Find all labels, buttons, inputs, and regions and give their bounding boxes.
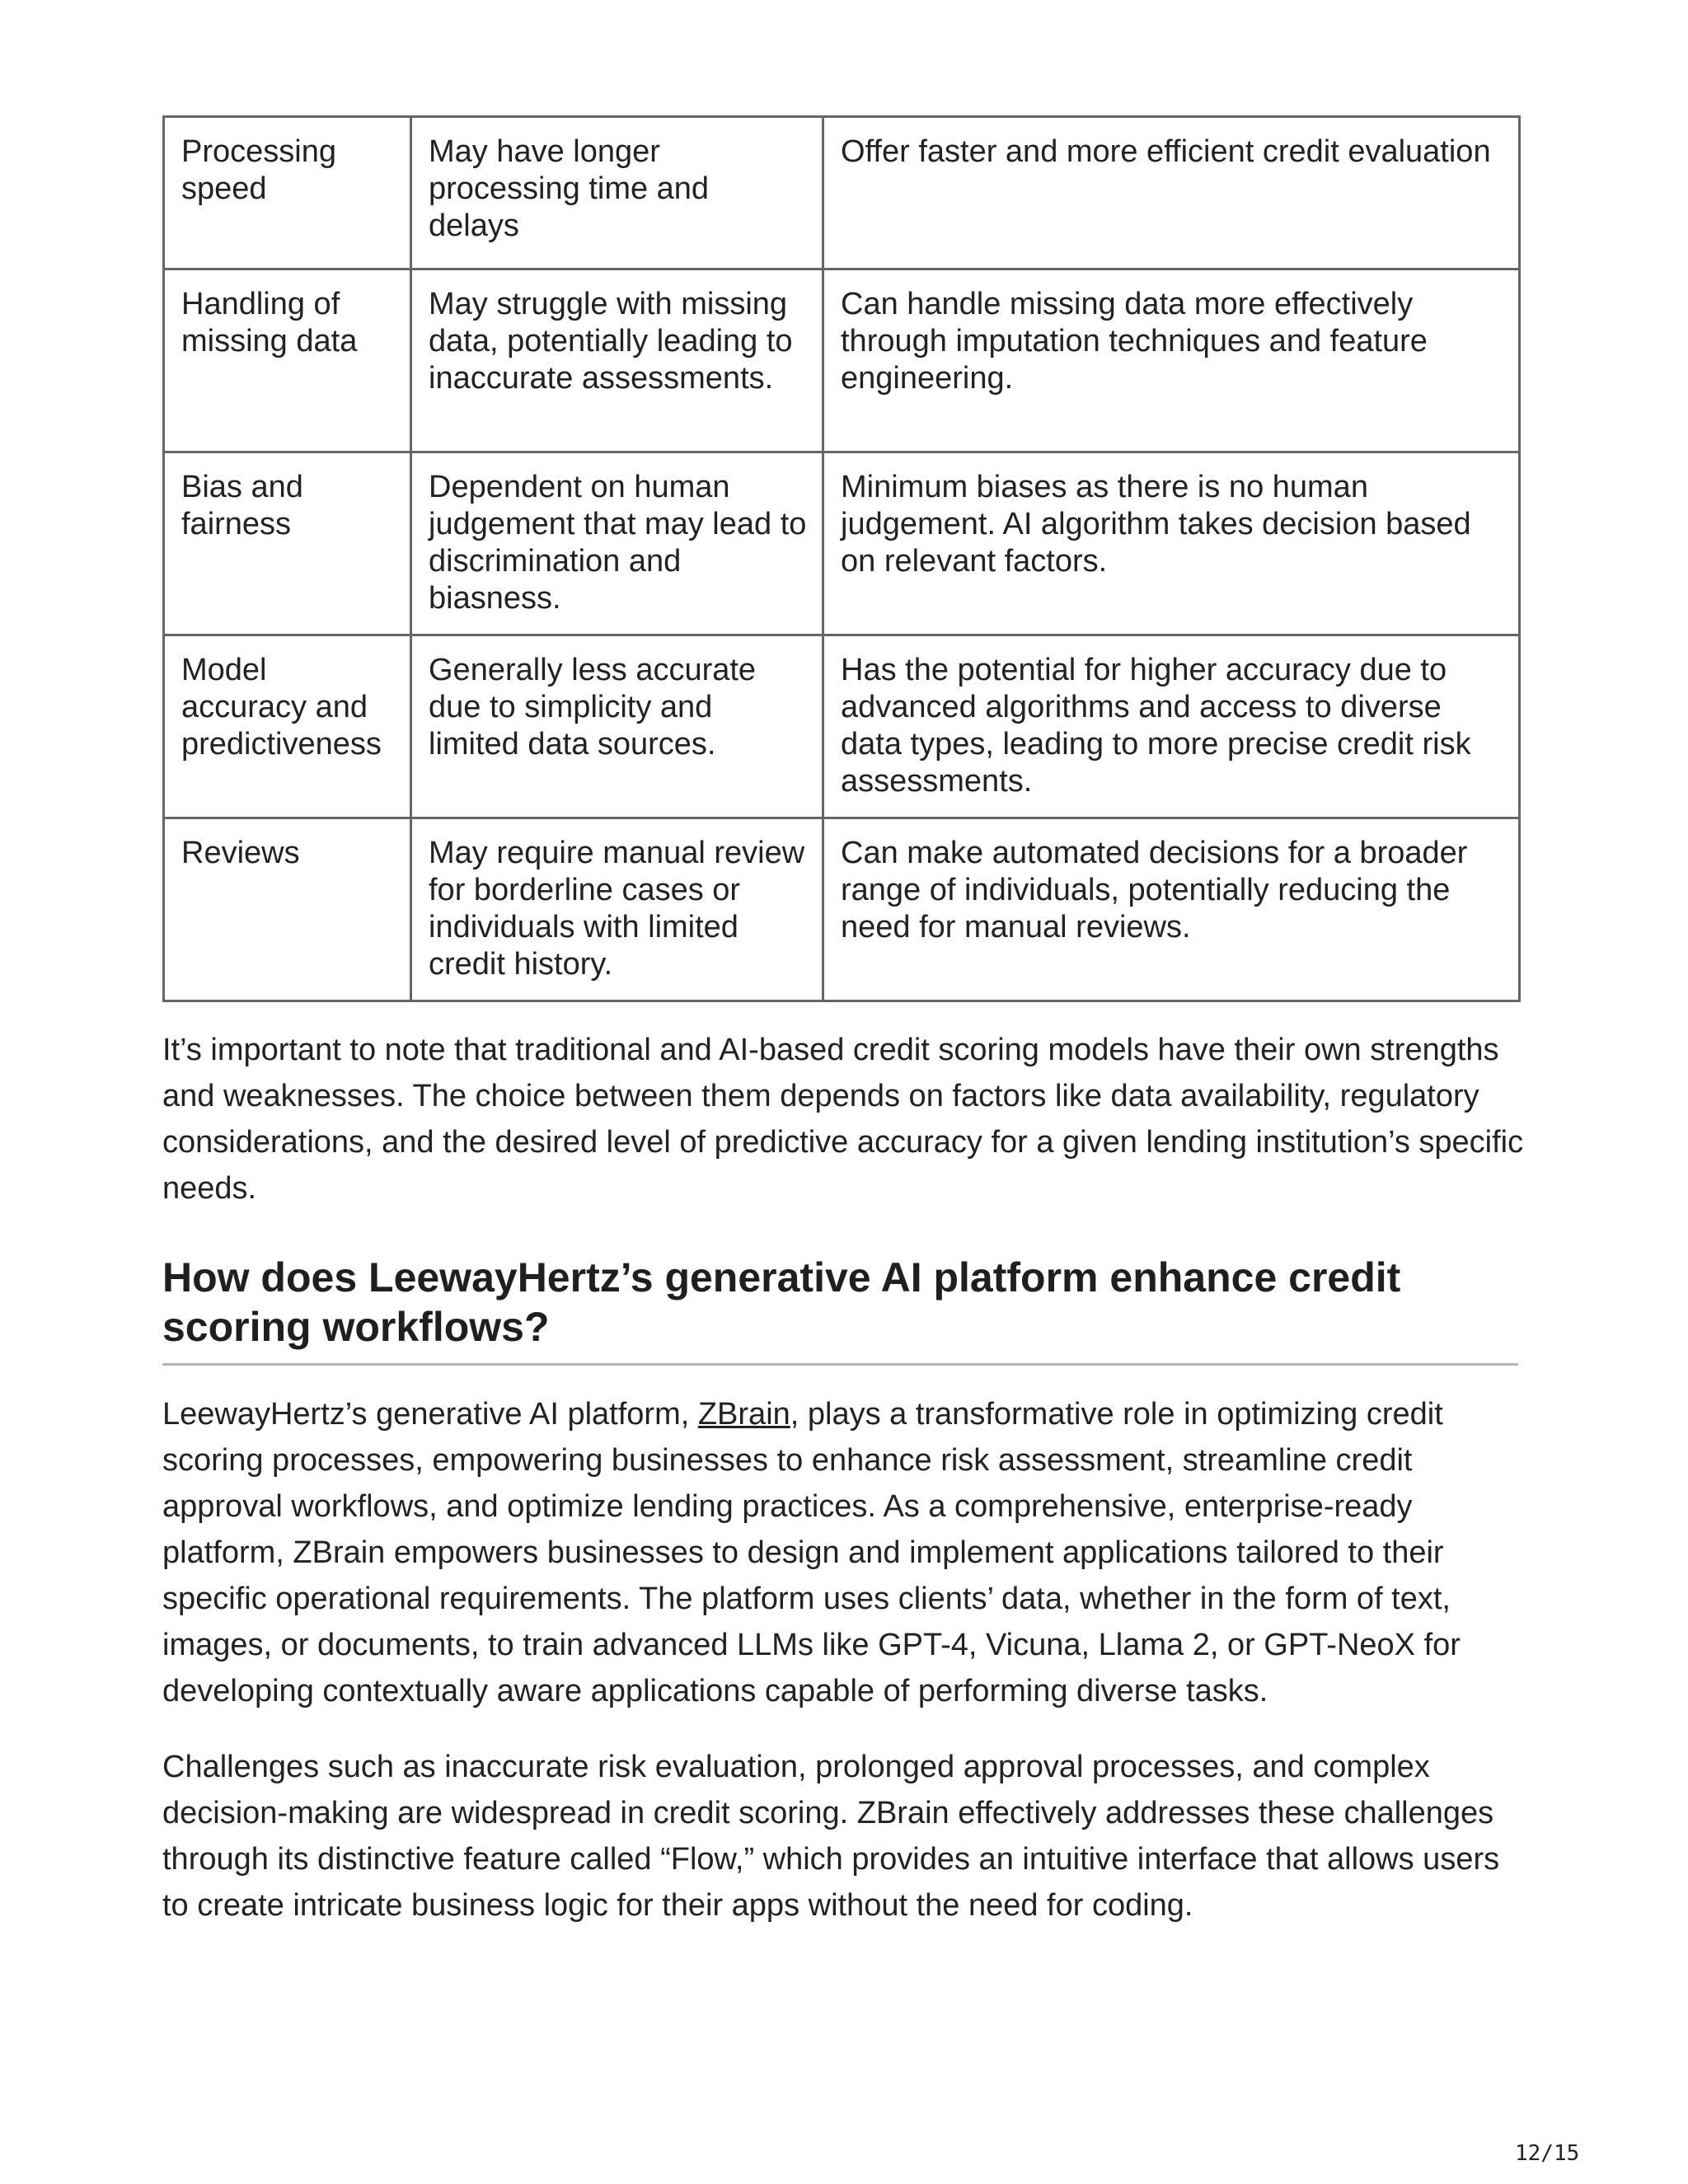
zbrain-intro-paragraph <box>162 1391 1531 1714</box>
table-row <box>164 818 1520 1001</box>
table-row <box>164 452 1520 635</box>
traditional-cell: Dependent on human judgement that may lead to discrimination and biasness. <box>411 452 823 635</box>
ai-cell: Can make automated decisions for a broader range of individuals, potentially reducing the need for manual reviews. <box>823 818 1520 1001</box>
note-paragraph: It’s important to note that traditional and AI-based credit scoring models have their own strengths and weaknesses. The choice between them depends on factors like data availability, regulatory considerations, and the desired level of predictive accuracy for a given lending institution’s specific needs. <box>162 1033 1524 1206</box>
para-text: , plays a transformative role in optimizing credit scoring processes, empowering businesses to enhance risk assessment, streamline credit approval workflows, and optimize lending practices. As a comprehensive, enterprise-ready platform, ZBrain empowers businesses to design and implement applications tailored to their specific operational requirements. The platform uses clients’ data, whether in the form of text, images, or documents, to train advanced LLMs like GPT-4, Vicuna, Llama 2, or GPT-NeoX for developing contextually aware applications capable of performing diverse tasks. <box>162 1397 1461 1708</box>
aspect-cell: Processing speed <box>164 117 411 269</box>
table-row <box>164 117 1520 269</box>
ai-cell: Has the potential for higher accuracy due to advanced algorithms and access to diverse data types, leading to more precise credit risk assessments. <box>823 635 1520 818</box>
zbrain-link[interactable]: ZBrain <box>697 1397 790 1432</box>
ai-cell: Can handle missing data more effectively through imputation techniques and feature engineering. <box>823 269 1520 452</box>
aspect-cell: Reviews <box>164 818 411 1001</box>
aspect-cell: Bias and fairness <box>164 452 411 635</box>
traditional-cell: May struggle with missing data, potentially leading to inaccurate assessments. <box>411 269 823 452</box>
section-heading: How does LeewayHertz’s generative AI platform enhance credit scoring workflows? <box>162 1253 1518 1366</box>
table-row <box>164 269 1520 452</box>
aspect-cell: Handling of missing data <box>164 269 411 452</box>
comparison-table <box>162 115 1521 1002</box>
traditional-cell: May require manual review for borderline cases or individuals with limited credit history. <box>411 818 823 1001</box>
para-text: LeewayHertz’s generative AI platform, <box>162 1397 698 1432</box>
traditional-cell: May have longer processing time and delays <box>411 117 823 269</box>
flow-paragraph: Challenges such as inaccurate risk evaluation, prolonged approval processes, and complex decision-making are widespread in credit scoring. ZBrain effectively addresses these challenges through its distinctive feature called “Flow,” which provides an intuitive interface that allows users to create intricate business logic for their apps without the need for coding. <box>162 1750 1500 1923</box>
aspect-cell: Model accuracy and predictiveness <box>164 635 411 818</box>
page-number: 12/15 <box>1515 2141 1580 2166</box>
table-row <box>164 635 1520 818</box>
ai-cell: Offer faster and more efficient credit evaluation <box>823 117 1520 269</box>
ai-cell: Minimum biases as there is no human judgement. AI algorithm takes decision based on relevant factors. <box>823 452 1520 635</box>
traditional-cell: Generally less accurate due to simplicity and limited data sources. <box>411 635 823 818</box>
